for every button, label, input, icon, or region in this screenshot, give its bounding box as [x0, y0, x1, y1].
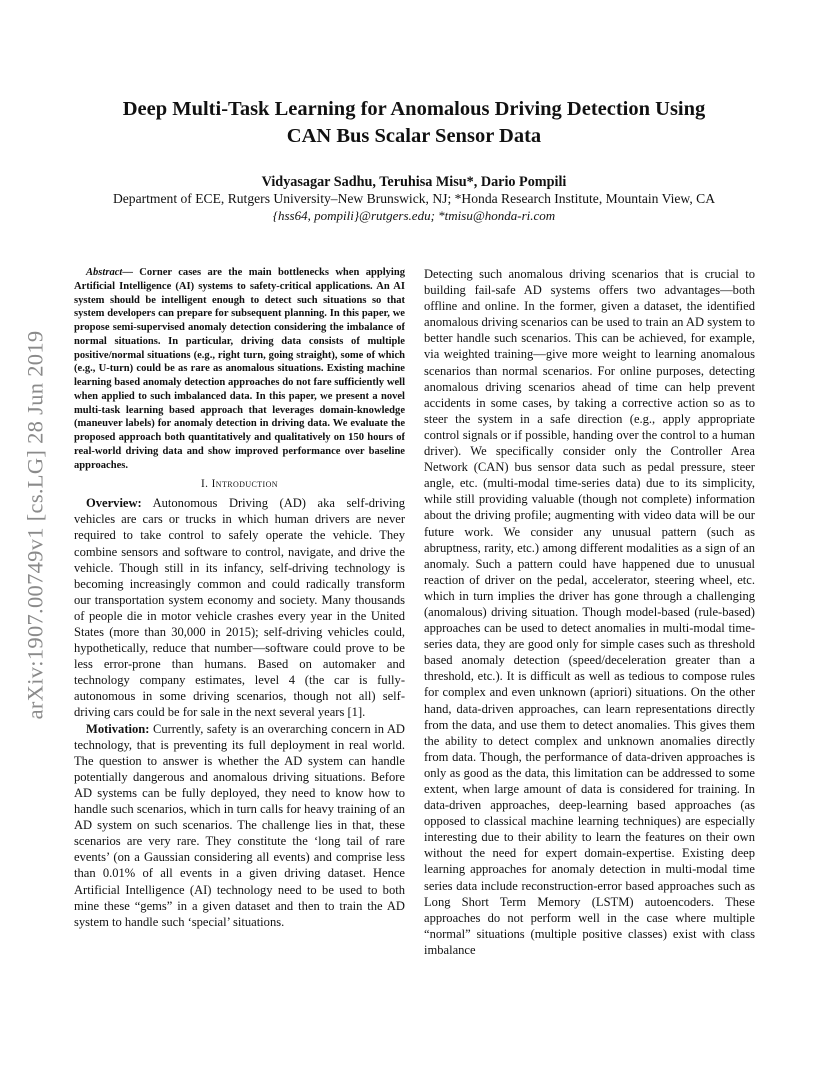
author-list: Vidyasagar Sadhu, Teruhisa Misu*, Dario Pompili — [261, 174, 567, 190]
left-column — [74, 266, 405, 1006]
affiliation: Department of ECE, Rutgers University–New Brunswick, NJ; *Honda Research Institute, Mountain View, CA — [112, 191, 716, 206]
paper-title-line-1: Deep Multi-Task Learning for Anomalous Driving Detection Using — [122, 98, 706, 120]
overview-text: Autonomous Driving (AD) aka self-driving vehicles are cars or trucks in which human drivers are never required to take control to safely operate the vehicle. They combine sensors and software to control, navigate, and drive the vehicle. Though still in its infancy, self-driving technology is becoming increasingly common and could radically transform our transportation system economy and society. Many thousands of people die in motor vehicle crashes every year in the United States (more than 30,000 in 2015); self-driving vehicles could, hypothetically, reduce that number—software could prove to be less error-prone than humans. Based on automaker and technology company estimates, level 4 (the car is fully-autonomous in some driving scenarios, though not all) self-driving cars could be for sale in the next several years [1]. — [74, 496, 405, 720]
section-number: I. — [201, 478, 209, 491]
arxiv-identifier-text: arXiv:1907.00749v1 [cs.LG] 28 Jun 2019 — [22, 330, 48, 720]
right-column — [424, 266, 755, 1006]
abstract-label: Abstract — [86, 267, 123, 278]
overview-paragraph — [74, 495, 405, 720]
author-emails: {hss64, pompili}@rutgers.edu; *tmisu@honda-ri.com — [272, 208, 556, 223]
right-column-paragraph: Detecting such anomalous driving scenarios that is crucial to building fail-safe AD systems offers two advantages—both offline and online. In the former, given a dataset, the identified anomalous driving scenarios can be used to train an AD system to better handle such scenarios. This can be achieved, for example, via weighted training—give more weight to learning anomalous scenarios than normal scenarios. For online purposes, detecting anomalous driving scenarios ahead of time can help prevent accidents in some cases, by taking a corrective action so as to steer the system in a safe direction (e.g., apply appropriate control signals or if possible, handing over the control to a human driver). We specifically consider only the Controller Area Network (CAN) bus sensor data such as pedal pressure, steer angle, etc. (multi-modal time-series data) due to its simplicity, while still providing valuable (though not complete) information about the driving profile; augmenting with video data will be our future work. We consider any unusual pattern (such as abruptness, rarity, etc.) among different modalities as a sign of an anomaly. Such a pattern could have happened due to unusual reaction of driver on the pedal, accelerator, steering wheel, etc. which in turn implies the driver has gone through a challenging (anomalous) driving situation. Though model-based (rule-based) approaches can be used to detect anomalies in multi-modal time-series data, they are good only for simple cases such as threshold based anomaly detection (speed/deceleration greater than a threshold, etc.). It is difficult as well as tedious to compose rules for complex and even unknown (apriori) situations. On the other hand, data-driven approaches, can learn representations directly from the data, and use them to detect anomalies. This gives them the ability to detect complex and unknown anomalies directly from data. Though, the performance of data-driven approaches is only as good as the data, this limitation can be addressed to some extent, when large amount of data is considered for training. In data-driven approaches, deep-learning based approaches (as opposed to classical machine learning techniques) are especially interesting due to their ability to learn the features on their own without the need for expert domain-expertise. Existing deep learning approaches for anomaly detection in multi-modal time series data include reconstruction-error based approaches such as Long Short Term Memory (LSTM) autoencoders. These approaches do not perform well in the case where multiple “normal” situations (multiple positive classes) exist with class imbalance — [424, 267, 755, 957]
abstract — [74, 266, 405, 472]
motivation-text: Currently, safety is an overarching concern in AD technology, that is preventing its full deployment in real world. The question to answer is whether the AD system can handle potentially dangerous and anomalous driving situations. Before AD systems can be fully deployed, they need to know how to handle such scenarios, which in turn calls for heavy training of an AD system on such scenarios. The challenge lies in that, these scenarios are very rare. They constitute the ‘long tail of rare events’ (on a Gaussian considering all events) and comprise less than 0.01% of all events in a given driving dataset. Hence Artificial Intelligence (AI) technology need to be used to both mine these “gems” in a given dataset and then to train the AD system to handle such ‘special’ situations. — [74, 721, 405, 929]
overview-lead: Overview: — [86, 496, 142, 511]
paper-title — [80, 96, 748, 150]
paper-title-line-2: CAN Bus Scalar Sensor Data — [286, 125, 542, 147]
section-heading-introduction — [74, 476, 405, 492]
arxiv-identifier — [10, 290, 60, 760]
motivation-paragraph — [74, 721, 405, 930]
abstract-text: — Corner cases are the main bottlenecks when applying Artificial Intelligence (AI) systems to safety-critical applications. An AI system should be intelligent enough to detect such situations so that system developers can prepare for subsequent planning. In this paper, we propose semi-supervised anomaly detection considering the imbalance of normal situations. In particular, driving data consists of multiple positive/normal situations (e.g., right turn, going straight), some of which (e.g., U-turn) could be as rare as anomalous situations. Existing machine learning based anomaly detection approaches do not fare sufficiently well when applied to such imbalanced data. In this paper, we present a novel multi-task learning based approach that leverages domain-knowledge (maneuver labels) for anomaly detection in driving data. We evaluate the proposed approach both quantitatively and qualitatively on 150 hours of real-world driving data and show improved performance over baseline approaches. — [74, 267, 405, 471]
section-title: Introduction — [211, 478, 278, 491]
motivation-lead: Motivation: — [86, 721, 150, 736]
